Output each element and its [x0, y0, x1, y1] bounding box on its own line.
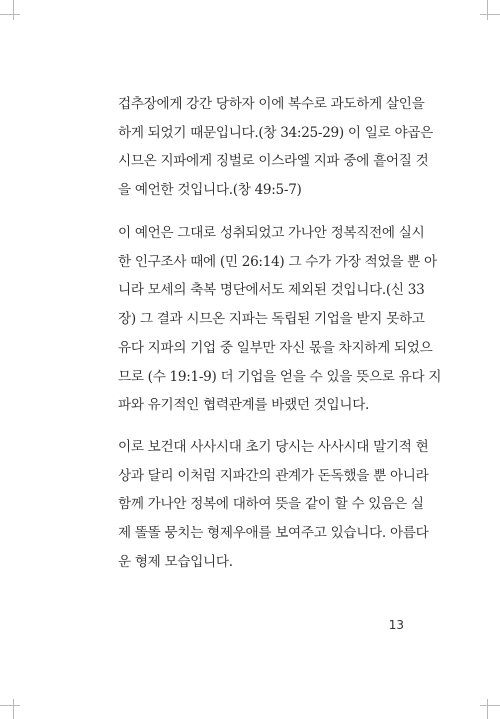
paragraph-2 [118, 219, 442, 420]
crop-mark-top-left [13, 0, 14, 20]
paragraph-line: 시므온 지파에게 징벌로 이스라엘 지파 중에 흩어질 것 [118, 153, 429, 170]
paragraph-line: 겁추장에게 강간 당하자 이에 복수로 과도하게 살인을 [118, 96, 425, 112]
page-number: 13 [388, 618, 404, 632]
crop-mark-right-top [480, 14, 500, 15]
crop-mark-right-bottom [480, 705, 500, 706]
paragraph-line: 파와 유기적인 협력관계를 바랬던 것입니다. [118, 397, 370, 414]
paragraph-3 [118, 433, 429, 577]
crop-mark-left-top [0, 14, 20, 15]
paragraph-line: 을 예언한 것입니다.(창 49:5-7) [118, 182, 302, 199]
crop-mark-left-bottom [0, 705, 20, 706]
paragraph-line: 이 예언은 그대로 성취되었고 가나안 정복직전에 실시 [118, 225, 425, 241]
paragraph-line: 제 똘똘 뭉치는 형제우애를 보여주고 있습니다. 아름다 [118, 525, 429, 542]
paragraph-line: 상과 달리 이처럼 지파간의 관계가 돈독했을 뿐 아니라 [118, 467, 429, 484]
paragraph-line: 유다 지파의 기업 중 일부만 자신 몫을 차지하게 되었으 [118, 339, 433, 356]
crop-mark-bottom-right [487, 699, 488, 719]
paragraph-line: 므로 (수 19:1-9) 더 기업을 얻을 수 있을 뜻으로 유다 지 [118, 368, 442, 385]
paragraph-line: 니라 모세의 축복 명단에서도 제외된 것입니다.(신 33 [118, 282, 425, 299]
paragraph-line: 장) 그 결과 시므온 지파는 독립된 기업을 받지 못하고 [118, 311, 425, 328]
paragraph-line: 이로 보건대 사사시대 초기 당시는 사사시대 말기적 현 [118, 439, 429, 455]
paragraph-line: 한 인구조사 때에 (민 26:14) 그 수가 가장 적었을 뿐 아 [118, 253, 437, 270]
paragraph-line: 하게 되었기 때문입니다.(창 34:25-29) 이 일로 야곱은 [118, 124, 433, 141]
paragraph-line: 운 형제 모습입니다. [118, 553, 233, 570]
paragraph-line: 함께 가나안 정복에 대하여 뜻을 같이 할 수 있음은 실 [118, 496, 424, 513]
crop-mark-bottom-left [13, 699, 14, 719]
crop-mark-top-right [487, 0, 488, 20]
paragraph-1 [118, 90, 433, 205]
